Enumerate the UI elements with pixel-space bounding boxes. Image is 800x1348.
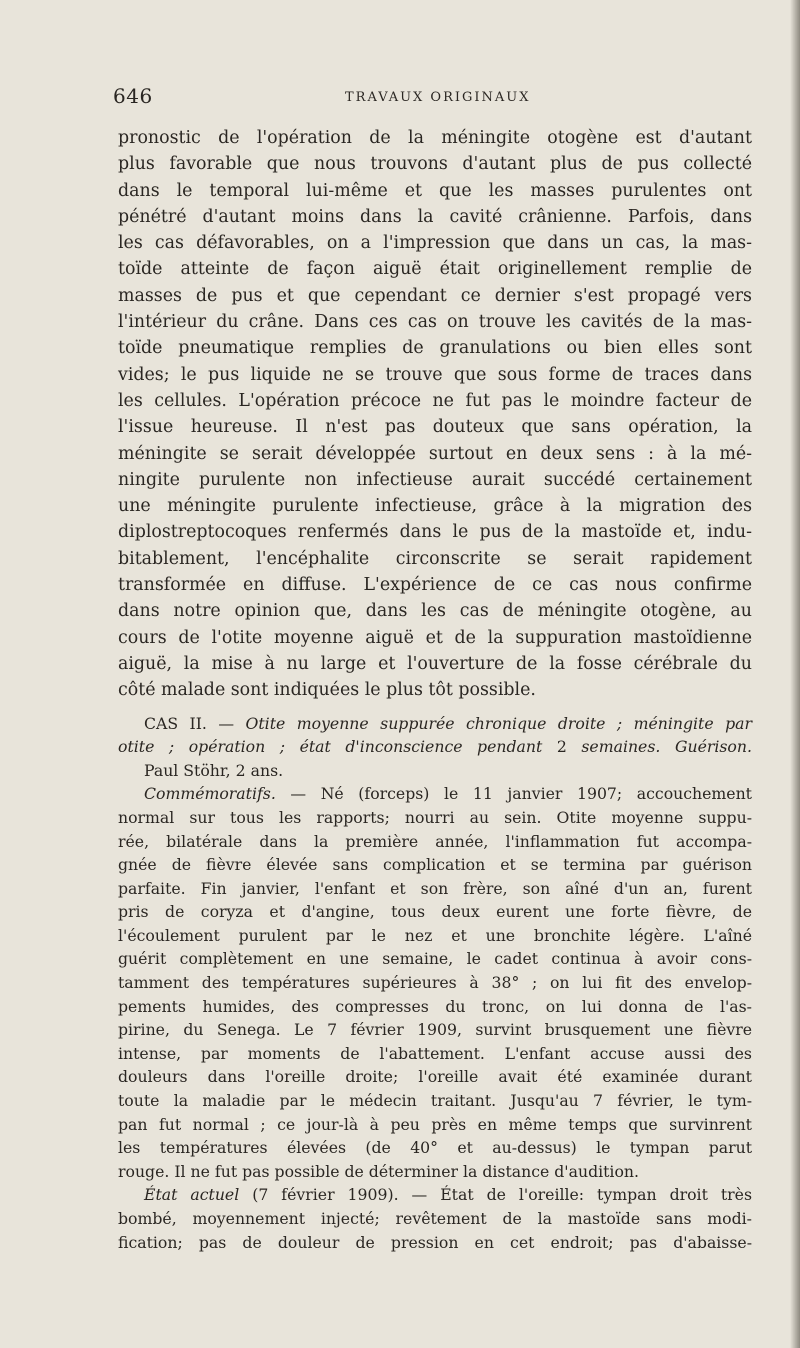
text-line: transformée en diffuse. L'expérience de ce cas nous confirme bbox=[118, 575, 752, 596]
text-line: bombé, moyennement injecté; revêtement de la mastoïde sans modi- bbox=[118, 1209, 752, 1228]
text-line bbox=[118, 1183, 752, 1207]
text-span: (7 février 1909). — État de l'oreille: tympan droit très bbox=[252, 1185, 752, 1205]
running-head: TRAVAUX ORIGINAUX bbox=[345, 90, 531, 105]
text-line: l'intérieur du crâne. Dans ces cas on trouve les cavités de la mas- bbox=[118, 312, 752, 333]
text-line: une méningite purulente infectieuse, grâce à la migration des bbox=[118, 496, 752, 517]
text-line: intense, par moments de l'abattement. L'enfant accuse aussi des bbox=[118, 1043, 752, 1063]
text-line: fication; pas de douleur de pression en cet endroit; pas d'abaisse- bbox=[118, 1232, 752, 1252]
text-line: l'issue heureuse. Il n'est pas douteux que sans opération, la bbox=[118, 417, 752, 438]
case-title: Otite moyenne suppurée chronique droite ; méningite par bbox=[245, 713, 752, 733]
text-line bbox=[118, 782, 752, 806]
text-line: toïde atteinte de façon aiguë était originellement remplie de bbox=[118, 259, 752, 280]
patient-name: Paul Stöhr, 2 ans. bbox=[144, 760, 284, 780]
text-line: plus favorable que nous trouvons d'autant plus de pus collecté bbox=[118, 154, 752, 175]
case-outcome: Guérison. bbox=[674, 737, 752, 757]
text-line: masses de pus et que cependant ce dernier s'est propagé vers bbox=[118, 285, 752, 306]
text-line: diplostreptocoques renfermés dans le pus de la mastoïde et, indu- bbox=[118, 522, 752, 543]
text-line: bitablement, l'encéphalite circonscrite se serait rapidement bbox=[118, 548, 752, 569]
text-line: pris de coryza et d'angine, tous deux eurent une forte fièvre, de bbox=[118, 902, 752, 922]
section-label: Commémoratifs. bbox=[144, 784, 276, 804]
text-line: tamment des températures supérieures à 38° ; on lui fit des envelop- bbox=[118, 973, 752, 993]
text-line: guérit complètement en une semaine, le cadet continua à avoir cons- bbox=[118, 949, 752, 969]
text-span: — Né (forceps) le 11 janvier 1907; accouchement bbox=[290, 784, 752, 804]
page-header bbox=[113, 84, 753, 114]
case-label: CAS II. — bbox=[144, 713, 235, 733]
text-line: dans notre opinion que, dans les cas de méningite otogène, au bbox=[118, 601, 752, 622]
text-line: gnée de fièvre élevée sans complication et se termina par guérison bbox=[118, 855, 752, 875]
case-duration: 2 bbox=[556, 737, 567, 757]
text-line: l'écoulement purulent par le nez et une bronchite légère. L'aîné bbox=[118, 925, 752, 945]
text-line: toïde pneumatique remplies de granulations ou bien elles sont bbox=[118, 338, 752, 359]
text-line: méningite se serait développée surtout en deux sens : à la mé- bbox=[118, 443, 752, 464]
text-line: vides; le pus liquide ne se trouve que sous forme de traces dans bbox=[118, 364, 752, 385]
body-text bbox=[118, 125, 752, 1254]
case-2 bbox=[118, 712, 752, 1255]
text-line: rée, bilatérale dans la première année, l'inflammation fut accompa- bbox=[118, 831, 752, 851]
case-title-line bbox=[118, 712, 752, 736]
text-line: pénétré d'autant moins dans la cavité crânienne. Parfois, dans bbox=[118, 206, 752, 227]
text-line: rouge. Il ne fut pas possible de déterminer la distance d'audition. bbox=[118, 1161, 639, 1181]
case-title-line bbox=[118, 735, 752, 759]
paragraph-1 bbox=[118, 125, 752, 704]
page-edge-shadow bbox=[790, 0, 800, 1348]
text-line: toute la maladie par le médecin traitant. Jusqu'au 7 février, le tym- bbox=[118, 1091, 752, 1111]
page-number: 646 bbox=[113, 84, 153, 108]
text-line: parfaite. Fin janvier, l'enfant et son frère, son aîné d'un an, furent bbox=[118, 878, 752, 898]
text-line: normal sur tous les rapports; nourri au sein. Otite moyenne suppu- bbox=[118, 807, 752, 827]
case-title: otite ; opération ; état d'inconscience pendant bbox=[118, 737, 543, 757]
text-line: les cellules. L'opération précoce ne fut pas le moindre facteur de bbox=[118, 390, 752, 411]
text-line: pirine, du Senega. Le 7 février 1909, survint brusquement une fièvre bbox=[118, 1020, 752, 1040]
text-line: aiguë, la mise à nu large et l'ouverture de la fosse cérébrale du bbox=[118, 653, 752, 674]
section-label: État actuel bbox=[144, 1185, 240, 1205]
text-line: ningite purulente non infectieuse aurait succédé certainement bbox=[118, 469, 752, 490]
text-line: pements humides, des compresses du tronc, on lui donna de l'as- bbox=[118, 996, 752, 1016]
text-line: côté malade sont indiquées le plus tôt possible. bbox=[118, 680, 536, 701]
text-line: dans le temporal lui-même et que les masses purulentes ont bbox=[118, 180, 752, 201]
text-line: les cas défavorables, on a l'impression que dans un cas, la mas- bbox=[118, 233, 752, 254]
text-line: cours de l'otite moyenne aiguë et de la suppuration mastoïdienne bbox=[118, 627, 752, 648]
text-line: douleurs dans l'oreille droite; l'oreille avait été examinée durant bbox=[118, 1067, 752, 1087]
text-line: pan fut normal ; ce jour-là à peu près en même temps que survinrent bbox=[118, 1114, 752, 1134]
text-line: les températures élevées (de 40° et au-dessus) le tympan parut bbox=[118, 1138, 752, 1158]
text-line: pronostic de l'opération de la méningite otogène est d'autant bbox=[118, 128, 752, 148]
case-title: semaines. bbox=[581, 737, 661, 757]
